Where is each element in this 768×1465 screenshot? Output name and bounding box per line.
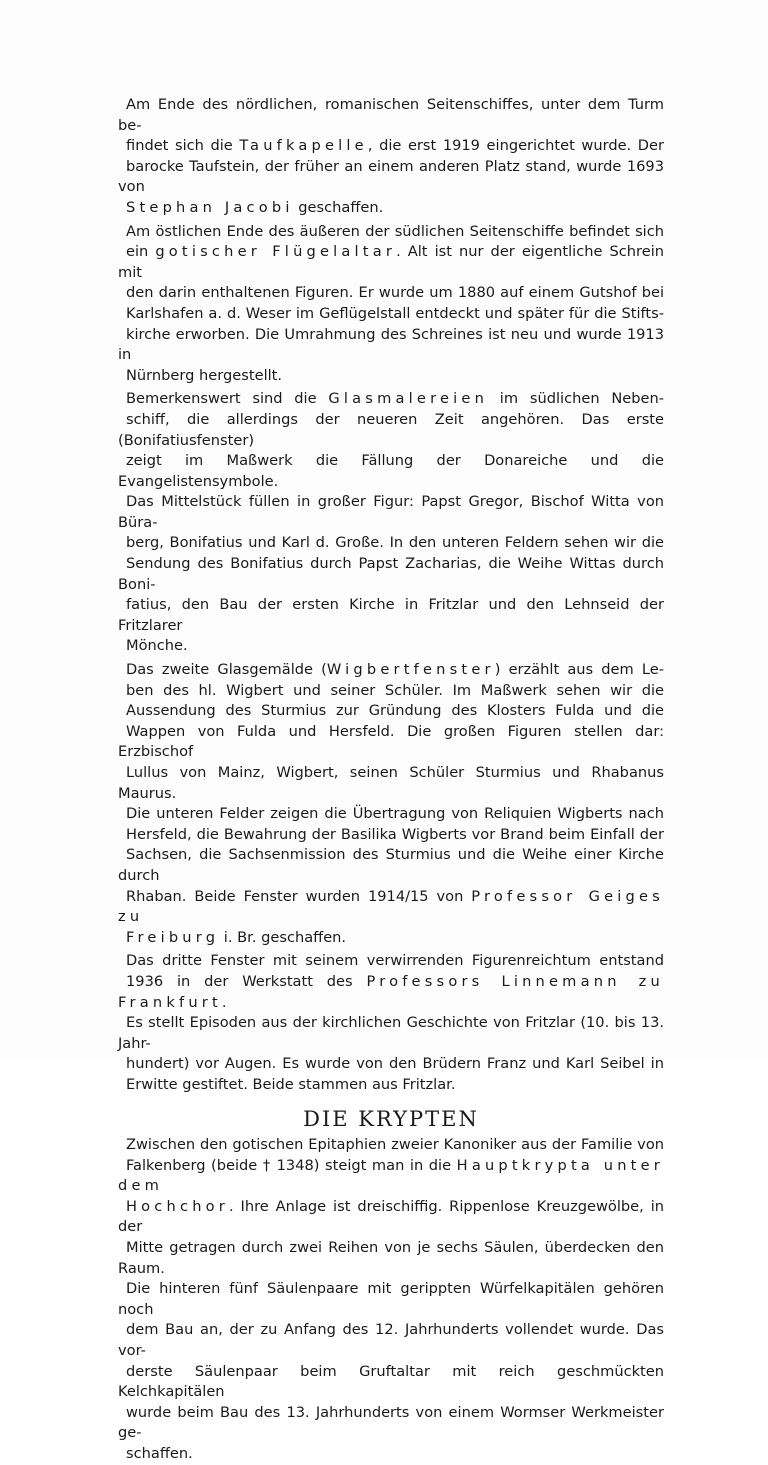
- text-run: Die hinteren fünf Säulenpaare mit gerippten Würfelkapitälen gehören noch: [118, 1280, 664, 1318]
- text-run: 1936 in der Werkstatt des: [126, 972, 367, 990]
- spaced-emphasis: Hochchor: [126, 1197, 229, 1215]
- text-run: ein: [126, 243, 156, 261]
- text-run: Sachsen, die Sachsenmission des Sturmius und die Weihe einer Kirche durch: [118, 846, 664, 884]
- text-run: Sendung des Bonifatius durch Papst Zacharias, die Weihe Wittas durch Boni-: [118, 555, 664, 593]
- text-run: Bemerkenswert sind die: [126, 390, 329, 408]
- text-run: , die erst 1919 eingerichtet wurde. Der: [367, 137, 664, 155]
- text-run: den darin enthaltenen Figuren. Er wurde um 1880 auf einem Gutshof bei: [126, 284, 664, 302]
- chapel-and-windows-section: [118, 95, 664, 1096]
- text-run: Die unteren Felder zeigen die Übertragung von Reliquien Wigberts nach: [126, 805, 664, 823]
- text-line: [118, 972, 664, 1013]
- text-line: [118, 1279, 664, 1320]
- text-run: Am Ende des nördlichen, romanischen Seitenschiffes, unter dem Turm be-: [118, 96, 664, 134]
- text-line: [118, 1444, 664, 1465]
- text-line: [118, 389, 664, 410]
- text-run: Das dritte Fenster mit seinem verwirrenden Figurenreichtum entstand: [126, 952, 664, 970]
- text-run: Rhaban. Beide Fenster wurden 1914/15 von: [126, 887, 472, 905]
- body-text: [118, 95, 664, 1465]
- text-line: [118, 325, 664, 366]
- text-line: [118, 1403, 664, 1444]
- text-line: [118, 410, 664, 451]
- text-run: Zwischen den gotischen Epitaphien zweier Kanoniker aus der Familie von: [126, 1136, 664, 1154]
- spaced-emphasis: gotischer Flügelaltar: [155, 243, 397, 261]
- text-run: schiff, die allerdings der neueren Zeit angehören. Das erste (Bonifatiusfenster): [118, 410, 664, 449]
- text-line: [118, 1238, 664, 1279]
- text-line: [118, 951, 664, 972]
- paragraph: [118, 1135, 664, 1465]
- spaced-emphasis: Professors Linnemann zu Frankfurt: [118, 972, 664, 1011]
- text-line: [118, 887, 664, 928]
- text-run: geschaffen.: [293, 198, 384, 216]
- text-run: im südlichen Neben-: [488, 390, 664, 408]
- text-run: fatius, den Bau der ersten Kirche in Fritzlar und den Lehnseid der Fritzlarer: [118, 596, 664, 634]
- spaced-emphasis: Professor Geiges zu: [118, 887, 664, 926]
- text-line: [118, 533, 664, 554]
- paragraph: [118, 222, 664, 387]
- text-run: Falkenberg (beide † 1348) steigt man in die: [126, 1156, 457, 1174]
- text-line: [118, 845, 664, 886]
- text-run: ) erzählt aus dem Le-: [494, 661, 664, 679]
- text-line: [118, 222, 664, 243]
- text-run: barocke Taufstein, der früher an einem anderen Platz stand, wurde 1693 von: [118, 157, 664, 196]
- text-run: Wappen von Fulda und Hersfeld. Die großen Figuren stellen dar: Erzbischof: [118, 722, 664, 761]
- text-line: [118, 157, 664, 198]
- paragraph: [118, 95, 664, 219]
- spaced-emphasis: Stephan Jacobi: [126, 198, 294, 216]
- spaced-emphasis: Glasmalereien: [328, 390, 489, 408]
- text-run: . Ihre Anlage ist dreischiffig. Rippenlose Kreuzgewölbe, in der: [118, 1197, 664, 1236]
- text-run: Das Mittelstück füllen in großer Figur: Papst Gregor, Bischof Witta von Büra-: [118, 493, 664, 531]
- paragraph: [118, 951, 664, 1095]
- text-run: Mönche.: [126, 637, 188, 655]
- text-line: [118, 595, 664, 636]
- section-heading: DIE KRYPTEN: [303, 1106, 479, 1131]
- text-run: .: [221, 993, 227, 1011]
- text-run: wurde beim Bau des 13. Jahrhunderts von einem Wormser Werkmeister ge-: [118, 1403, 664, 1442]
- spaced-emphasis: Hauptkrypta unter dem: [118, 1156, 664, 1195]
- text-line: [118, 554, 664, 595]
- text-line: [118, 242, 664, 283]
- text-line: [118, 1135, 664, 1156]
- text-line: [118, 1362, 664, 1403]
- text-line: [118, 636, 664, 657]
- text-run: Hersfeld, die Bewahrung der Basilika Wigberts vor Brand beim Einfall der: [126, 825, 664, 843]
- text-line: [118, 1156, 664, 1197]
- text-run: Aussendung des Sturmius zur Gründung des Klosters Fulda und die: [126, 702, 664, 720]
- text-line: [118, 701, 664, 722]
- text-run: zeigt im Maßwerk die Fällung der Donareiche und die Evangelistensymbole.: [118, 452, 664, 490]
- spaced-emphasis: Freiburg: [126, 928, 220, 946]
- text-line: [118, 928, 664, 949]
- text-run: Das zweite Glasgemälde (: [126, 661, 327, 679]
- text-line: [118, 198, 664, 219]
- text-run: kirche erworben. Die Umrahmung des Schreines ist neu und wurde 1913 in: [118, 325, 664, 364]
- text-line: [118, 825, 664, 846]
- text-run: findet sich die: [126, 137, 240, 155]
- text-run: dem Bau an, der zu Anfang des 12. Jahrhunderts vollendet wurde. Das vor-: [118, 1321, 664, 1360]
- text-run: ben des hl. Wigbert und seiner Schüler. Im Maßwerk sehen wir die: [126, 681, 664, 699]
- text-line: [118, 804, 664, 825]
- text-line: [118, 763, 664, 804]
- text-run: berg, Bonifatius und Karl d. Große. In den unteren Feldern sehen wir die: [126, 534, 664, 552]
- paragraph: [118, 660, 664, 948]
- text-run: Erwitte gestiftet. Beide stammen aus Fritzlar.: [126, 1075, 456, 1093]
- text-line: [118, 660, 664, 681]
- paragraph: [118, 389, 664, 657]
- text-line: [118, 681, 664, 702]
- text-line: [118, 95, 664, 136]
- text-run: . Alt ist nur der eigentliche Schrein mit: [118, 243, 664, 281]
- text-line: [118, 1054, 664, 1075]
- text-run: Am östlichen Ende des äußeren der südlichen Seitenschiffe befindet sich: [126, 222, 664, 240]
- text-run: Mitte getragen durch zwei Reihen von je sechs Säulen, überdecken den Raum.: [118, 1239, 664, 1277]
- text-line: [118, 1320, 664, 1361]
- text-line: [118, 1075, 664, 1096]
- text-line: [118, 451, 664, 492]
- text-run: Lullus von Mainz, Wigbert, seinen Schüler Sturmius und Rhabanus Maurus.: [118, 764, 664, 802]
- text-line: [118, 1197, 664, 1238]
- text-line: [118, 136, 664, 157]
- text-run: derste Säulenpaar beim Gruftaltar mit reich geschmückten Kelchkapitälen: [118, 1362, 664, 1401]
- text-run: Karlshafen a. d. Weser im Geflügelstall entdeckt und später für die Stifts-: [126, 304, 664, 322]
- text-line: [118, 366, 664, 387]
- text-run: Nürnberg hergestellt.: [126, 366, 283, 384]
- text-line: [118, 283, 664, 304]
- text-line: [118, 1013, 664, 1054]
- text-line: [118, 492, 664, 533]
- text-run: hundert) vor Augen. Es wurde von den Brüdern Franz und Karl Seibel in: [126, 1055, 664, 1073]
- spaced-emphasis: Taufkapelle: [239, 137, 368, 155]
- text-run: schaffen.: [126, 1445, 193, 1462]
- text-run: i. Br. geschaffen.: [219, 928, 347, 946]
- text-run: Es stellt Episoden aus der kirchlichen Geschichte von Fritzlar (10. bis 13. Jahr-: [118, 1014, 664, 1052]
- text-line: [118, 722, 664, 763]
- text-line: [118, 304, 664, 325]
- krypten-section: [118, 1135, 664, 1465]
- spaced-emphasis: Wigbertfenster: [326, 661, 495, 679]
